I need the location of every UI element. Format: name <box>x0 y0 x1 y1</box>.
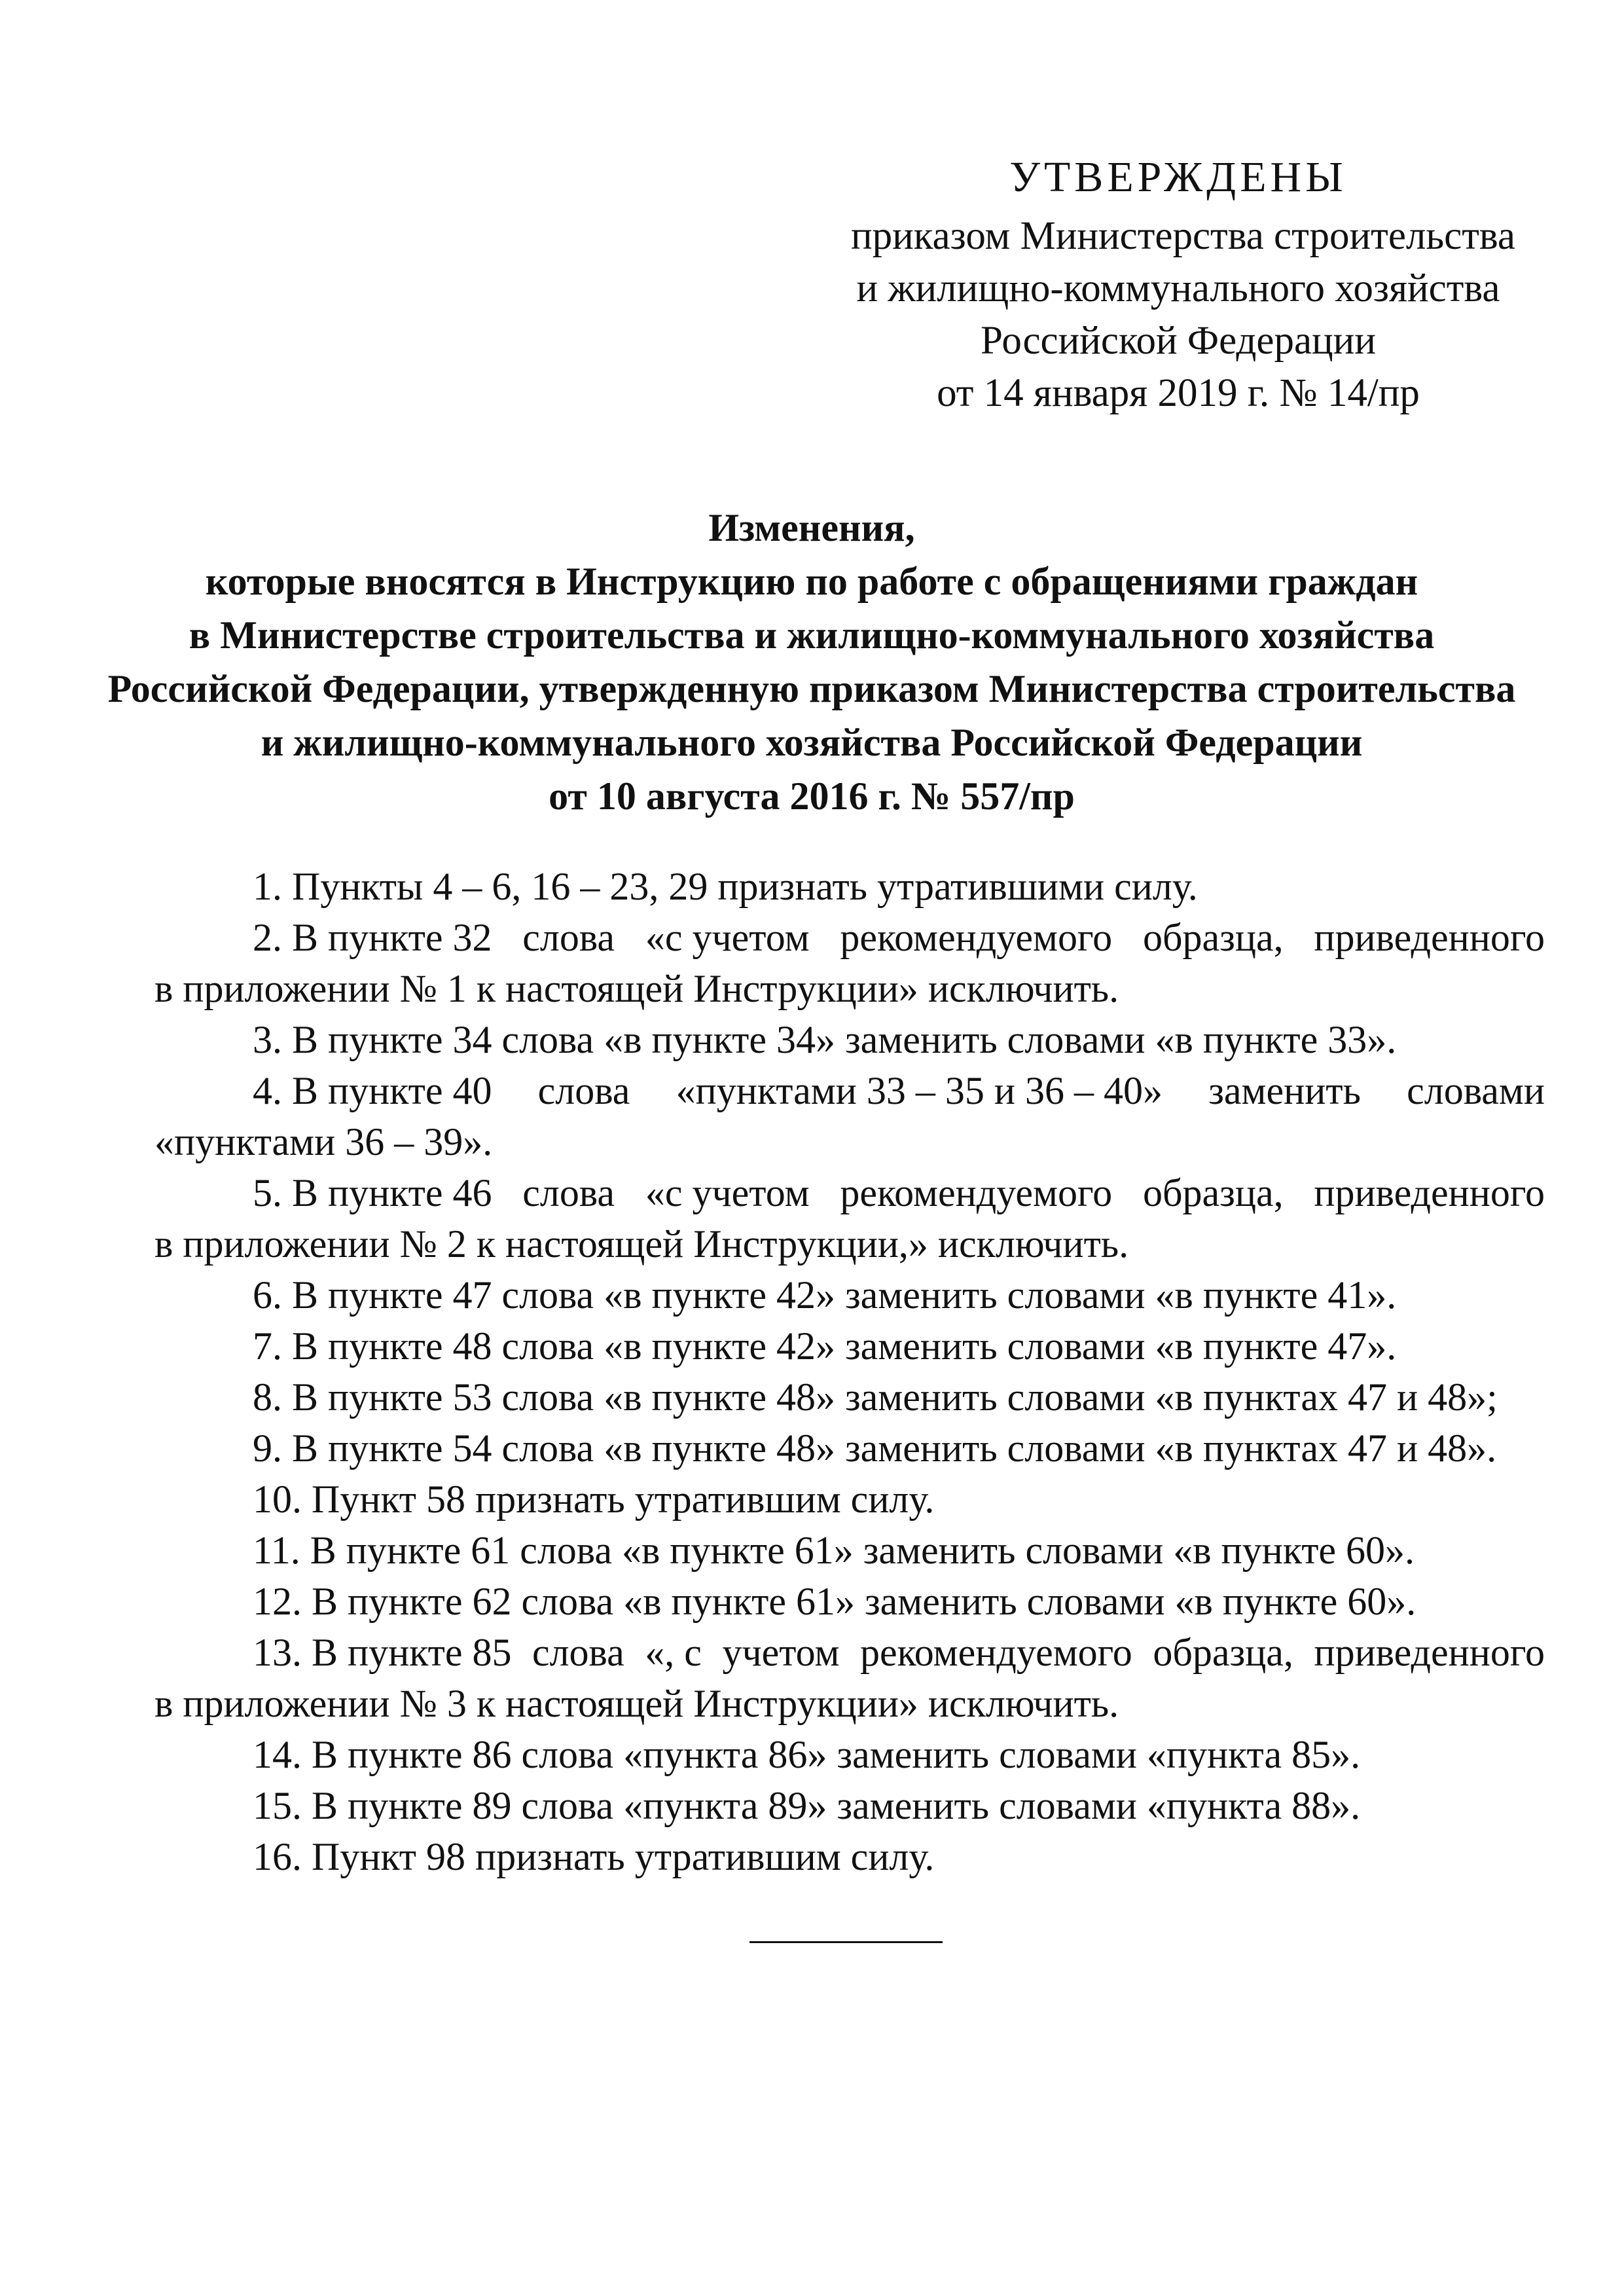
item-word: 2. В пункте 32 <box>253 916 492 959</box>
item-text: 10. Пункт 58 признать утратившим силу. <box>253 1478 935 1521</box>
approval-title: УТВЕРЖДЕНЫ <box>1009 153 1347 201</box>
item-word: приведенного <box>1314 916 1545 959</box>
document-heading <box>98 501 1525 823</box>
item-word: заменить <box>1208 1069 1361 1112</box>
amendment-item <box>154 1269 1545 1321</box>
item-word: рекомендуемого <box>840 916 1113 959</box>
amendment-item <box>154 1525 1545 1576</box>
approval-block <box>851 147 1515 420</box>
item-text: 8. В пункте 53 слова «в пункте 48» заменить словами «в пунктах 47 и 48»; <box>253 1376 1498 1419</box>
amendment-item <box>154 861 1545 912</box>
heading-line: в Министерстве строительства и жилищно-коммунального хозяйства <box>189 613 1435 657</box>
item-text: 9. В пункте 54 слова «в пункте 48» заменить словами «в пунктах 47 и 48». <box>253 1427 1497 1470</box>
item-continuation: «пунктами 36 – 39». <box>154 1120 493 1163</box>
heading-line: Российской Федерации, утвержденную приказом Министерства строительства <box>107 667 1516 710</box>
amendment-item <box>154 1474 1545 1525</box>
heading-line: от 10 августа 2016 г. № 557/пр <box>549 774 1075 818</box>
heading-line: и жилищно-коммунального хозяйства Российской Федерации <box>261 721 1363 764</box>
item-continuation: в приложении № 1 к настоящей Инструкции» исключить. <box>154 967 1119 1010</box>
amendment-item <box>154 1065 1545 1167</box>
item-first-line <box>154 1065 1545 1116</box>
item-text: 16. Пункт 98 признать утратившим силу. <box>253 1835 935 1878</box>
amendment-item <box>154 1729 1545 1780</box>
approval-line: от 14 января 2019 г. № 14/пр <box>937 371 1420 415</box>
amendment-list <box>154 861 1545 1882</box>
end-divider <box>749 1941 943 1943</box>
item-word: «с учетом <box>645 1171 810 1214</box>
item-word: слова <box>532 1631 624 1674</box>
approval-line: Российской Федерации <box>981 319 1376 363</box>
item-text: 3. В пункте 34 слова «в пункте 34» заменить словами «в пункте 33». <box>253 1018 1397 1061</box>
item-text: 12. В пункте 62 слова «в пункте 61» заменить словами «в пункте 60». <box>253 1580 1416 1623</box>
amendment-item <box>154 1372 1545 1423</box>
approval-line: и жилищно-коммунального хозяйства <box>856 266 1500 310</box>
item-text: 14. В пункте 86 слова «пункта 86» заменить словами «пункта 85». <box>253 1733 1361 1776</box>
amendment-item <box>154 1321 1545 1372</box>
item-word: приведенного <box>1314 1631 1545 1674</box>
item-word: 5. В пункте 46 <box>253 1171 492 1214</box>
item-text: 6. В пункте 47 слова «в пункте 42» заменить словами «в пункте 41». <box>253 1273 1397 1317</box>
item-text: 11. В пункте 61 слова «в пункте 61» заменить словами «в пункте 60». <box>253 1529 1415 1572</box>
item-word: приведенного <box>1314 1171 1545 1214</box>
item-continuation: в приложении № 3 к настоящей Инструкции» исключить. <box>154 1682 1119 1725</box>
amendment-item <box>154 912 1545 1014</box>
item-word: «с учетом <box>645 916 810 959</box>
item-first-line <box>154 1627 1545 1678</box>
item-word: рекомендуемого <box>840 1171 1113 1214</box>
item-first-line <box>154 912 1545 963</box>
item-continuation: в приложении № 2 к настоящей Инструкции,» исключить. <box>154 1222 1129 1266</box>
item-word: «пунктами 33 – 35 и 36 – 40» <box>676 1069 1163 1112</box>
amendment-item <box>154 1576 1545 1627</box>
item-word: 4. В пункте 40 <box>253 1069 492 1112</box>
item-word: образца, <box>1142 1171 1284 1214</box>
item-text: 1. Пункты 4 – 6, 16 – 23, 29 признать утратившими силу. <box>253 865 1198 908</box>
item-word: рекомендуемого <box>860 1631 1132 1674</box>
item-text: 15. В пункте 89 слова «пункта 89» заменить словами «пункта 88». <box>253 1784 1361 1827</box>
heading-line: которые вносятся в Инструкцию по работе с обращениями граждан <box>205 560 1418 603</box>
item-word: 13. В пункте 85 <box>253 1631 512 1674</box>
item-first-line <box>154 1167 1545 1218</box>
item-text: 7. В пункте 48 слова «в пункте 42» заменить словами «в пункте 47». <box>253 1324 1397 1368</box>
heading-title: Изменения, <box>708 506 915 549</box>
amendment-item <box>154 1627 1545 1729</box>
item-word: образца, <box>1142 916 1284 959</box>
item-word: слова <box>537 1069 630 1112</box>
item-word: учетом <box>722 1631 840 1674</box>
item-word: словами <box>1407 1069 1545 1112</box>
amendment-item <box>154 1780 1545 1831</box>
item-word: образца, <box>1153 1631 1293 1674</box>
amendment-item <box>154 1014 1545 1065</box>
item-word: слова <box>522 1171 615 1214</box>
item-word: слова <box>522 916 615 959</box>
item-word: «, с <box>645 1631 702 1674</box>
amendment-item <box>154 1167 1545 1269</box>
amendment-item <box>154 1423 1545 1474</box>
approval-line: приказом Министерства строительства <box>851 214 1515 258</box>
amendment-item <box>154 1831 1545 1882</box>
